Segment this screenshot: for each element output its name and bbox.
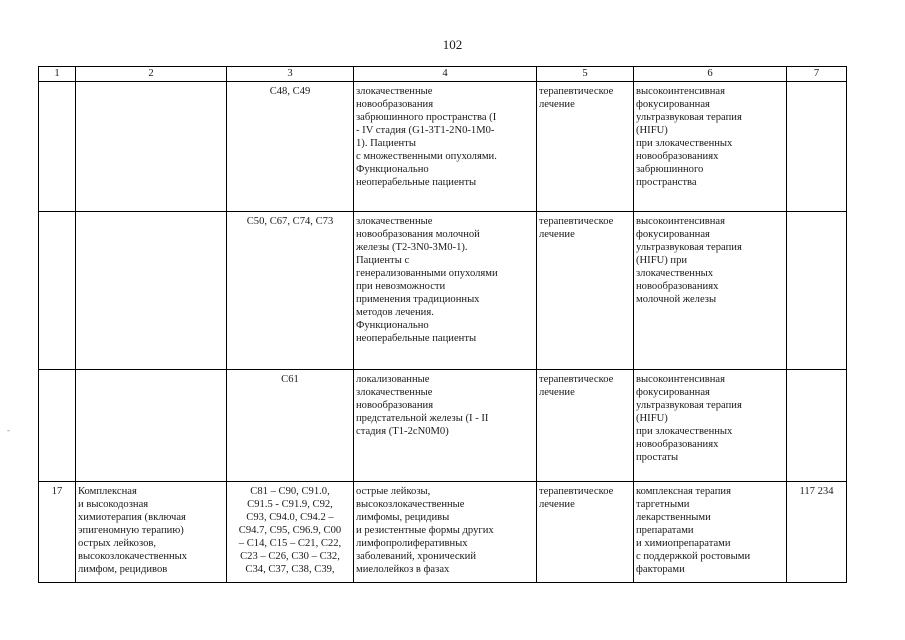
table-row [39, 212, 847, 370]
column-number-row [39, 67, 847, 82]
treatment-method-cell: комплексная терапия таргетными лекарственными препаратами и химиопрепаратами с поддержкой ростовыми факторами [634, 482, 787, 583]
treatment-method-cell: высокоинтенсивная фокусированная ультразвуковая терапия (HIFU) при злокачественных новообразованиях простаты [634, 370, 787, 482]
patient-model-cell: злокачественные новообразования забрюшинного пространства (I - IV стадия (G1-3T1-2N0-1M0- 1). Пациенты с множественными опухолями. Функционально неоперабельные пациенты [354, 82, 537, 212]
column-number: 7 [787, 67, 847, 82]
treatment-method-cell: высокоинтенсивная фокусированная ультразвуковая терапия (HIFU) при злокачественных новообразованиях молочной железы [634, 212, 787, 370]
margin-mark: - [7, 425, 10, 435]
column-number: 5 [537, 67, 634, 82]
column-number: 3 [227, 67, 354, 82]
treatment-type-cell: терапевтическое лечение [537, 482, 634, 583]
price-cell [787, 212, 847, 370]
row-number-cell: 17 [39, 482, 76, 583]
care-type-cell [76, 212, 227, 370]
icd-codes-cell: C48, C49 [227, 82, 354, 212]
treatment-method-cell: высокоинтенсивная фокусированная ультразвуковая терапия (HIFU) при злокачественных новообразованиях забрюшинного пространства [634, 82, 787, 212]
price-cell [787, 370, 847, 482]
row-number-cell [39, 82, 76, 212]
column-number: 4 [354, 67, 537, 82]
patient-model-cell: локализованные злокачественные новообразования предстательной железы (I - II стадия (T1-2cN0M0) [354, 370, 537, 482]
table-row [39, 370, 847, 482]
icd-codes-cell: C50, C67, C74, C73 [227, 212, 354, 370]
care-type-cell: Комплексная и высокодозная химиотерапия (включая эпигеномную терапию) острых лейкозов, высокозлокачественных лимфом, рецидивов [76, 482, 227, 583]
table-row [39, 82, 847, 212]
price-cell [787, 82, 847, 212]
column-number: 6 [634, 67, 787, 82]
column-number: 2 [76, 67, 227, 82]
patient-model-cell: острые лейкозы, высокозлокачественные лимфомы, рецидивы и резистентные формы других лимфопролиферативных заболеваний, хронический миелолейкоз в фазах [354, 482, 537, 583]
treatment-type-cell: терапевтическое лечение [537, 212, 634, 370]
services-table [38, 66, 847, 583]
column-number: 1 [39, 67, 76, 82]
care-type-cell [76, 82, 227, 212]
icd-codes-cell: C81 – C90, C91.0, C91.5 - C91.9, C92, C93, C94.0, C94.2 – C94.7, C95, C96.9, C00 – C14, C15 – C21, C22, C23 – C26, C30 – C32, C34, C37, C38, C39, [227, 482, 354, 583]
treatment-type-cell: терапевтическое лечение [537, 370, 634, 482]
row-number-cell [39, 212, 76, 370]
care-type-cell [76, 370, 227, 482]
price-cell: 117 234 [787, 482, 847, 583]
table-row [39, 482, 847, 583]
treatment-type-cell: терапевтическое лечение [537, 82, 634, 212]
row-number-cell [39, 370, 76, 482]
page-number: 102 [442, 37, 463, 52]
patient-model-cell: злокачественные новообразования молочной железы (T2-3N0-3M0-1). Пациенты с генерализованными опухолями при невозможности применения традиционных методов лечения. Функционально неоперабельные пациенты [354, 212, 537, 370]
icd-codes-cell: C61 [227, 370, 354, 482]
